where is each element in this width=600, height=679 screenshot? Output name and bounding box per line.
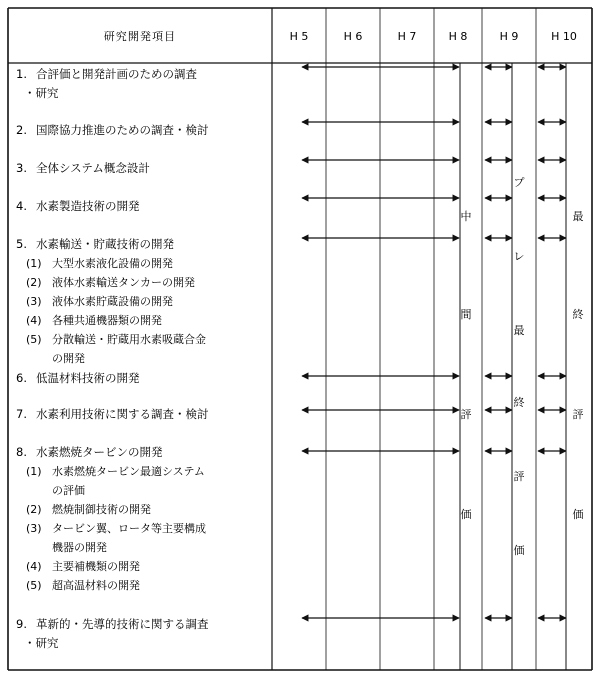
subitem-label: 燃焼制御技術の開発	[52, 503, 151, 516]
item-label: 水素製造技術の開発	[36, 199, 140, 213]
subitem-number: (1)	[26, 257, 42, 270]
subitem-label: 主要補機類の開発	[52, 560, 140, 573]
subitem-label: 分散輸送・貯蔵用水素吸蔵合金	[52, 333, 206, 346]
item-label: 水素輸送・貯蔵技術の開発	[36, 237, 174, 251]
header-title: 研究開発項目	[103, 30, 177, 43]
subitem-label-cont: 機器の開発	[52, 541, 107, 554]
subitem-number: (5)	[26, 579, 42, 592]
subitem-label: 水素燃焼タービン最適システム	[52, 465, 205, 478]
subitem-label: 液体水素輸送タンカーの開発	[52, 276, 195, 289]
interim-eval-char: 中	[460, 210, 472, 223]
year-header: H 10	[551, 30, 577, 43]
subitem-number: (2)	[26, 276, 42, 289]
subitem-label: 液体水素貯蔵設備の開発	[52, 295, 173, 308]
year-header: H 8	[448, 30, 468, 43]
subitem-number: (2)	[26, 503, 42, 516]
subitem-number: (4)	[26, 560, 42, 573]
item-number: 4.	[16, 199, 27, 213]
item-number: 6.	[16, 371, 27, 385]
final-eval-char: 価	[572, 508, 584, 521]
interim-eval-char: 価	[460, 508, 472, 521]
subitem-label: 大型水素液化設備の開発	[52, 257, 173, 270]
item-number: 8.	[16, 445, 27, 459]
pre-final-eval-char: レ	[513, 250, 525, 263]
final-eval-char: 最	[572, 210, 584, 223]
item-label: 合評価と開発計画のための調査	[36, 67, 197, 81]
item-label: 全体システム概念設計	[36, 161, 150, 175]
final-eval-char: 評	[572, 408, 584, 421]
subitem-label-cont: の開発	[52, 352, 85, 365]
subitem-number: (5)	[26, 333, 42, 346]
item-label: 低温材料技術の開発	[36, 371, 140, 385]
item-label-cont: ・研究	[24, 86, 59, 100]
pre-final-eval-char: 終	[513, 396, 525, 409]
interim-eval-char: 評	[460, 408, 472, 421]
pre-final-eval-char: 評	[513, 470, 525, 483]
item-number: 5.	[16, 237, 27, 251]
item-number: 1.	[16, 67, 27, 81]
year-header: H 6	[343, 30, 363, 43]
subitem-number: (3)	[26, 522, 42, 535]
subitem-label: 各種共通機器類の開発	[52, 314, 162, 327]
item-number: 3.	[16, 161, 27, 175]
subitem-label: 超高温材料の開発	[52, 579, 140, 592]
subitem-number: (3)	[26, 295, 42, 308]
year-header: H 5	[289, 30, 309, 43]
pre-final-eval-char: 最	[513, 324, 525, 337]
item-label: 水素利用技術に関する調査・検討	[36, 407, 209, 421]
final-eval-char: 終	[572, 308, 584, 321]
item-number: 2.	[16, 123, 27, 137]
item-number: 7.	[16, 407, 27, 421]
subitem-number: (1)	[26, 465, 42, 478]
item-number: 9.	[16, 617, 27, 631]
item-label: 革新的・先導的技術に関する調査	[36, 617, 209, 631]
pre-final-eval-char: プ	[513, 176, 525, 189]
subitem-number: (4)	[26, 314, 42, 327]
year-header: H 9	[499, 30, 519, 43]
item-label: 水素燃焼タービンの開発	[36, 445, 163, 459]
item-label-cont: ・研究	[24, 636, 59, 650]
item-label: 国際協力推進のための調査・検討	[36, 123, 209, 137]
pre-final-eval-char: 価	[513, 544, 525, 557]
subitem-label-cont: の評価	[52, 484, 85, 497]
year-header: H 7	[397, 30, 417, 43]
interim-eval-char: 間	[460, 308, 472, 321]
subitem-label: タービン翼、ロータ等主要構成	[52, 522, 206, 535]
